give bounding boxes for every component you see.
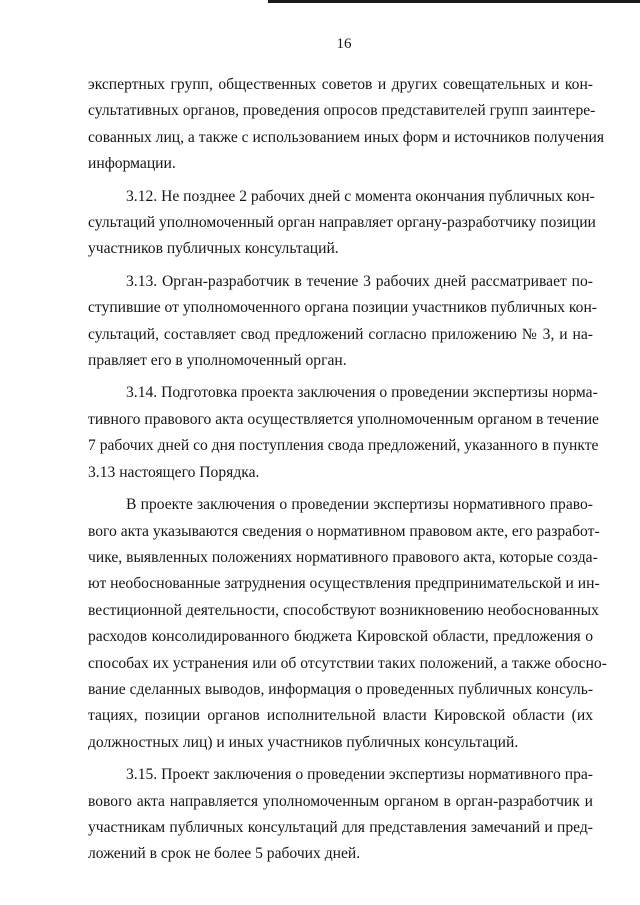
text-line: 3.13 настоящего Порядка. [88, 463, 260, 481]
paragraph-3-12 [88, 184, 596, 263]
text-line: должностных лиц) и иных участников публичных консультаций. [88, 733, 519, 751]
text-line: экспертных групп, общественных советов и других совещательных и кон- [88, 76, 593, 93]
text-line: ют необоснованные затруднения осуществления предпринимательской и ин- [88, 575, 600, 593]
text-line: вестиционной деятельности, способствуют возникновению необоснованных [88, 601, 599, 619]
text-line: 3.14. Подготовка проекта заключения о проведении экспертизы норма- [126, 384, 598, 402]
text-line: 3.15. Проект заключения о проведении экспертизы нормативного пра- [126, 766, 593, 784]
text-line: вого акта указываются сведения о нормативном правовом акте, его разработ- [88, 522, 600, 540]
text-line: тациях, позиции органов исполнительной власти Кировской области (их [88, 707, 593, 725]
text-line: участникам публичных консультаций для представления замечаний и пред- [88, 818, 593, 836]
text-line: тивного правового акта осуществляется уполномоченным органом в течение [88, 410, 599, 428]
paragraph-conclusion-contents [88, 492, 607, 756]
text-line: способах их устранения или об отсутствии таких положений, а также обосно- [88, 654, 607, 672]
paragraph-3-14 [88, 380, 599, 486]
paragraph-continuation [88, 72, 604, 178]
text-line: вового акта направляется уполномоченным органом в орган-разработчик и [88, 792, 593, 810]
text-line: расходов консолидированного бюджета Кировской области, предложения о [88, 628, 593, 646]
text-line: сультативных органов, проведения опросов представителей групп заинтере- [88, 102, 596, 120]
text-line: 3.12. Не позднее 2 рабочих дней с момента окончания публичных кон- [126, 187, 595, 205]
text-line: 7 рабочих дней со дня поступления свода предложений, указанного в пункте [88, 437, 599, 455]
text-line: сультаций, составляет свод предложений согласно приложению № 3, и на- [88, 325, 593, 343]
text-line: участников публичных консультаций. [88, 240, 339, 258]
text-line: В проекте заключения о проведении экспертизы нормативного право- [126, 496, 593, 514]
text-line: 3.13. Орган-разработчик в течение 3 рабочих дней рассматривает по- [126, 272, 593, 290]
page-top-edge [268, 0, 640, 3]
paragraph-3-15 [88, 762, 593, 868]
text-line: сультаций уполномоченный орган направляет органу-разработчику позиции [88, 214, 596, 232]
text-line: информации. [88, 155, 176, 173]
text-line: ложений в срок не более 5 рабочих дней. [88, 845, 361, 863]
paragraph-3-13 [88, 269, 598, 375]
page-number: 16 [336, 36, 352, 52]
text-line: правляет его в уполномоченный орган. [88, 352, 347, 370]
document-body [88, 72, 607, 868]
text-line: ступившие от уполномоченного органа позиции участников публичных кон- [88, 299, 598, 317]
text-line: вание сделанных выводов, информация о проведенных публичных консуль- [88, 680, 594, 698]
text-line: сованных лиц, а также с использованием иных форм и источников получения [88, 128, 604, 146]
text-line: чике, выявленных положениях нормативного правового акта, которые созда- [88, 548, 598, 566]
